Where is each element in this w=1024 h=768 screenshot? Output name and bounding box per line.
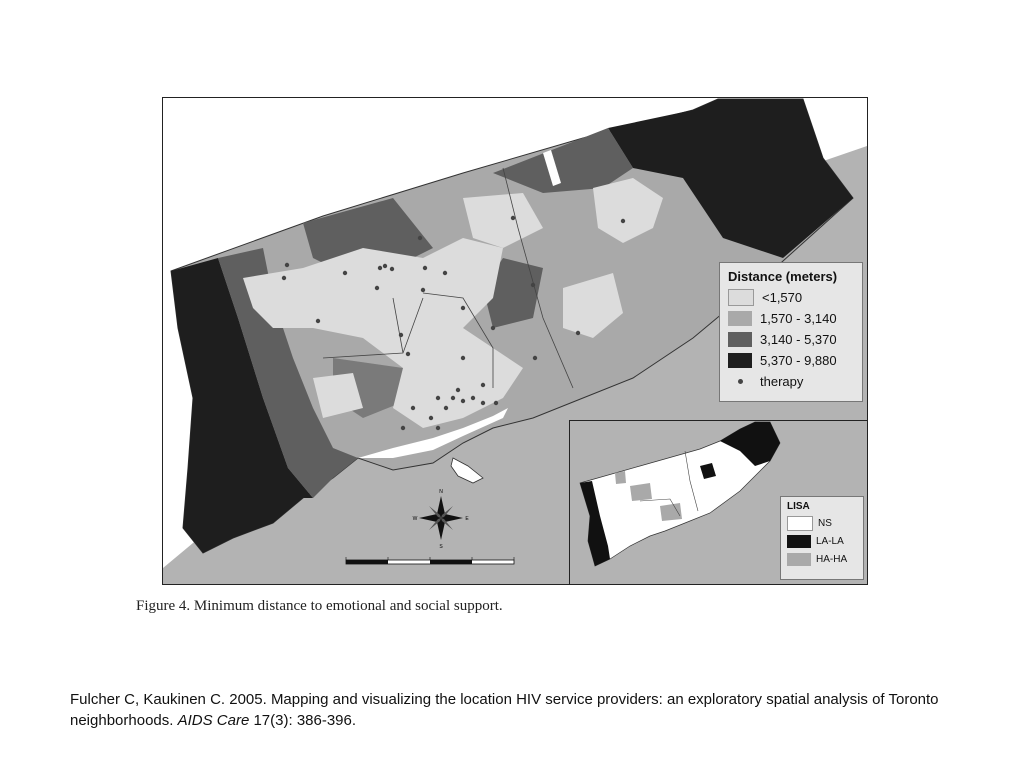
legend-title: Distance (meters): [728, 269, 838, 284]
therapy-point: [343, 271, 347, 275]
legend-label: <1,570: [762, 290, 803, 305]
therapy-point: [390, 267, 394, 271]
therapy-point: [411, 406, 415, 410]
therapy-point: [444, 406, 448, 410]
citation: [70, 689, 970, 731]
compass-s: S: [439, 544, 443, 550]
therapy-point: [436, 426, 440, 430]
therapy-point: [443, 271, 447, 275]
citation-journal: AIDS Care: [177, 712, 250, 729]
therapy-point: [378, 266, 382, 270]
distance-legend: [719, 262, 863, 402]
legend-label: 1,570 - 3,140: [760, 311, 837, 326]
therapy-point-icon: [738, 379, 743, 384]
lisa-legend-title: LISA: [787, 501, 810, 512]
therapy-point: [429, 416, 433, 420]
legend-swatch: [728, 289, 754, 306]
lisa-swatch: [787, 516, 813, 531]
therapy-point: [421, 288, 425, 292]
citation-volume: 17(3): 386-396.: [249, 712, 357, 729]
distance-map: [162, 97, 868, 585]
legend-swatch: [728, 311, 752, 326]
legend-swatch: [728, 353, 752, 368]
compass-n: N: [439, 489, 443, 495]
legend-item: [728, 329, 854, 350]
therapy-point: [399, 333, 403, 337]
legend-item: [728, 350, 854, 371]
therapy-point: [451, 396, 455, 400]
lisa-label: NS: [818, 517, 832, 529]
therapy-point: [282, 276, 286, 280]
lisa-label: HA-HA: [816, 553, 848, 565]
therapy-point: [494, 401, 498, 405]
therapy-point: [461, 399, 465, 403]
therapy-point: [481, 383, 485, 387]
therapy-point: [461, 306, 465, 310]
therapy-point: [491, 326, 495, 330]
therapy-point: [285, 263, 289, 267]
inset-haha-2: [660, 503, 682, 521]
inset-haha-3: [615, 471, 626, 484]
lisa-swatch: [787, 553, 811, 566]
lisa-inset-map: [569, 420, 867, 584]
lisa-legend-item: [787, 514, 857, 532]
therapy-point: [621, 219, 625, 223]
therapy-point: [471, 396, 475, 400]
lisa-swatch: [787, 535, 811, 548]
legend-item: [728, 287, 854, 308]
legend-label: 3,140 - 5,370: [760, 332, 837, 347]
inset-haha-1: [630, 483, 652, 501]
therapy-point: [418, 236, 422, 240]
therapy-point: [316, 319, 320, 323]
compass-w: W: [412, 516, 418, 522]
therapy-point: [461, 356, 465, 360]
therapy-point: [406, 352, 410, 356]
lisa-legend-item: [787, 550, 857, 568]
lisa-legend: [780, 496, 864, 580]
citation-authors-title: Fulcher C, Kaukinen C. 2005. Mapping and visualizing the location HIV service providers: an exploratory spatial analysis of Toronto neighborhoods.: [70, 691, 939, 729]
legend-swatch: [728, 332, 752, 347]
therapy-point: [531, 283, 535, 287]
legend-label: therapy: [760, 374, 804, 389]
lisa-label: LA-LA: [816, 535, 844, 547]
therapy-point: [481, 401, 485, 405]
therapy-point: [436, 396, 440, 400]
therapy-point: [423, 266, 427, 270]
therapy-point: [383, 264, 387, 268]
therapy-point: [401, 426, 405, 430]
lisa-legend-item: [787, 532, 857, 550]
therapy-point: [533, 356, 537, 360]
therapy-point: [511, 216, 515, 220]
figure-caption: Figure 4. Minimum distance to emotional and social support.: [136, 598, 503, 614]
legend-item-therapy: [728, 371, 854, 392]
legend-label: 5,370 - 9,880: [760, 353, 837, 368]
therapy-point: [456, 388, 460, 392]
legend-item: [728, 308, 854, 329]
therapy-point: [576, 331, 580, 335]
compass-e: E: [465, 516, 469, 522]
therapy-point: [375, 286, 379, 290]
